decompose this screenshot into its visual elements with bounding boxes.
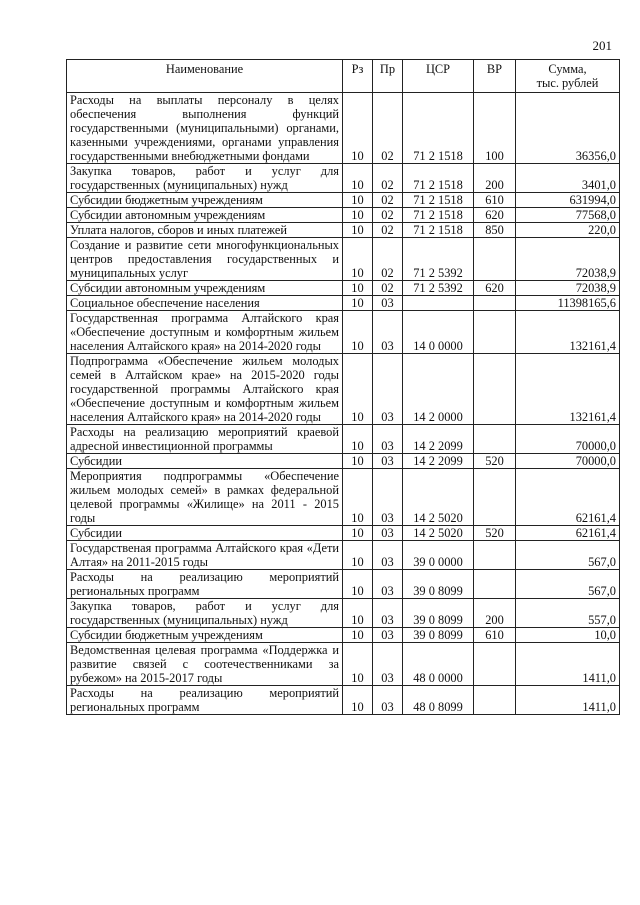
cell-sum: 10,0 [516,628,620,643]
header-sum-line1: Сумма, [548,62,587,76]
cell-name: Мероприятия подпрограммы «Обеспечение жильем молодых семей» в рамках федеральной целевой программы «Жилище» на 2011 - 2015 годы [67,469,343,526]
cell-csr: 71 2 5392 [403,238,474,281]
cell-pr: 03 [373,541,403,570]
cell-vr [474,570,516,599]
cell-vr [474,296,516,311]
cell-pr: 03 [373,311,403,354]
cell-sum: 567,0 [516,541,620,570]
cell-pr: 02 [373,93,403,164]
cell-name: Субсидии автономным учреждениям [67,208,343,223]
cell-pr: 02 [373,164,403,193]
cell-name: Подпрограмма «Обеспечение жильем молодых семей в Алтайском крае» на 2015-2020 годы государственной программы Алтайского края «Обеспечение доступным и комфортным жильем населения Алтайского края» на 2014-2020 годы [67,354,343,425]
table-row [67,628,620,643]
cell-pr: 02 [373,223,403,238]
cell-rz: 10 [343,628,373,643]
cell-sum: 70000,0 [516,425,620,454]
cell-sum: 70000,0 [516,454,620,469]
cell-rz: 10 [343,541,373,570]
header-csr: ЦСР [403,60,474,93]
table-row [67,223,620,238]
cell-name: Ведомственная целевая программа «Поддержка и развитие связей с соотечественниками за рубежом» на 2015-2017 годы [67,643,343,686]
cell-csr: 39 0 0000 [403,541,474,570]
cell-pr: 03 [373,643,403,686]
cell-csr: 39 0 8099 [403,599,474,628]
cell-csr: 39 0 8099 [403,628,474,643]
cell-sum: 62161,4 [516,526,620,541]
cell-name: Субсидии бюджетным учреждениям [67,628,343,643]
cell-sum: 72038,9 [516,281,620,296]
cell-csr: 14 2 5020 [403,469,474,526]
table-row [67,296,620,311]
cell-pr: 03 [373,526,403,541]
cell-pr: 03 [373,599,403,628]
cell-vr [474,311,516,354]
table-row [67,526,620,541]
table-row [67,570,620,599]
table-row [67,599,620,628]
cell-vr [474,643,516,686]
cell-csr: 71 2 1518 [403,93,474,164]
cell-csr: 71 2 1518 [403,193,474,208]
table-row [67,193,620,208]
cell-csr: 14 2 0000 [403,354,474,425]
cell-sum: 557,0 [516,599,620,628]
cell-csr [403,296,474,311]
cell-rz: 10 [343,425,373,454]
cell-sum: 36356,0 [516,93,620,164]
cell-name: Субсидии [67,454,343,469]
cell-sum: 631994,0 [516,193,620,208]
cell-pr: 02 [373,281,403,296]
header-pr: Пр [373,60,403,93]
table-row [67,164,620,193]
cell-name: Субсидии бюджетным учреждениям [67,193,343,208]
cell-name: Социальное обеспечение населения [67,296,343,311]
cell-rz: 10 [343,454,373,469]
cell-sum: 77568,0 [516,208,620,223]
cell-pr: 03 [373,425,403,454]
cell-vr: 610 [474,628,516,643]
cell-pr: 03 [373,354,403,425]
cell-pr: 02 [373,193,403,208]
table-row [67,311,620,354]
table-row [67,454,620,469]
table-row [67,281,620,296]
cell-vr [474,686,516,715]
cell-name: Расходы на реализацию мероприятий краевой адресной инвестиционной программы [67,425,343,454]
cell-vr: 520 [474,454,516,469]
table-row [67,643,620,686]
cell-sum: 1411,0 [516,686,620,715]
cell-name: Субсидии [67,526,343,541]
table-row [67,469,620,526]
cell-vr: 610 [474,193,516,208]
cell-csr: 14 2 2099 [403,454,474,469]
cell-rz: 10 [343,686,373,715]
cell-csr: 14 2 5020 [403,526,474,541]
cell-pr: 03 [373,454,403,469]
cell-vr: 620 [474,281,516,296]
cell-vr: 620 [474,208,516,223]
cell-rz: 10 [343,193,373,208]
cell-csr: 39 0 8099 [403,570,474,599]
header-rz: Рз [343,60,373,93]
cell-sum: 132161,4 [516,311,620,354]
cell-rz: 10 [343,526,373,541]
cell-name: Государственная программа Алтайского края «Обеспечение доступным и комфортным жильем населения Алтайского края» на 2014-2020 годы [67,311,343,354]
table-row [67,425,620,454]
cell-rz: 10 [343,311,373,354]
header-name: Наименование [67,60,343,93]
table-header [67,60,620,93]
cell-csr: 71 2 1518 [403,223,474,238]
cell-name: Создание и развитие сети многофункциональных центров предоставления государственных и муниципальных услуг [67,238,343,281]
table-row [67,686,620,715]
page-number: 201 [592,38,612,53]
cell-sum: 72038,9 [516,238,620,281]
table-row [67,354,620,425]
cell-rz: 10 [343,296,373,311]
cell-pr: 03 [373,686,403,715]
cell-sum: 220,0 [516,223,620,238]
cell-vr: 200 [474,599,516,628]
cell-vr: 200 [474,164,516,193]
cell-csr: 48 0 0000 [403,643,474,686]
cell-vr [474,238,516,281]
cell-sum: 567,0 [516,570,620,599]
cell-rz: 10 [343,643,373,686]
cell-name: Расходы на реализацию мероприятий региональных программ [67,686,343,715]
cell-csr: 14 2 2099 [403,425,474,454]
cell-sum: 3401,0 [516,164,620,193]
cell-rz: 10 [343,354,373,425]
cell-name: Субсидии автономным учреждениям [67,281,343,296]
cell-csr: 71 2 1518 [403,208,474,223]
cell-pr: 03 [373,628,403,643]
cell-name: Расходы на реализацию мероприятий региональных программ [67,570,343,599]
budget-table [66,59,620,715]
table-body [67,93,620,715]
cell-rz: 10 [343,164,373,193]
cell-name: Закупка товаров, работ и услуг для государственных (муниципальных) нужд [67,164,343,193]
header-sum [516,60,620,93]
cell-rz: 10 [343,570,373,599]
cell-pr: 02 [373,208,403,223]
table-row [67,208,620,223]
cell-rz: 10 [343,599,373,628]
cell-pr: 02 [373,238,403,281]
cell-rz: 10 [343,223,373,238]
cell-vr [474,354,516,425]
cell-sum: 132161,4 [516,354,620,425]
cell-rz: 10 [343,469,373,526]
cell-rz: 10 [343,238,373,281]
table-row [67,93,620,164]
cell-rz: 10 [343,208,373,223]
cell-vr [474,469,516,526]
cell-vr: 850 [474,223,516,238]
cell-csr: 48 0 8099 [403,686,474,715]
cell-vr: 100 [474,93,516,164]
table-row [67,541,620,570]
cell-sum: 62161,4 [516,469,620,526]
cell-vr [474,541,516,570]
header-vr: ВР [474,60,516,93]
header-sum-line2: тыс. рублей [536,76,599,90]
table-row [67,238,620,281]
cell-pr: 03 [373,469,403,526]
cell-name: Государственая программа Алтайского края «Дети Алтая» на 2011-2015 годы [67,541,343,570]
cell-vr [474,425,516,454]
cell-sum: 11398165,6 [516,296,620,311]
cell-name: Расходы на выплаты персоналу в целях обеспечения выполнения функций государственными (муниципальными) органами, казенными учреждениями, органами управления государственными внебюджетными фондами [67,93,343,164]
cell-name: Закупка товаров, работ и услуг для государственных (муниципальных) нужд [67,599,343,628]
cell-pr: 03 [373,570,403,599]
cell-csr: 71 2 5392 [403,281,474,296]
cell-rz: 10 [343,281,373,296]
cell-csr: 71 2 1518 [403,164,474,193]
cell-pr: 03 [373,296,403,311]
cell-vr: 520 [474,526,516,541]
cell-csr: 14 0 0000 [403,311,474,354]
cell-name: Уплата налогов, сборов и иных платежей [67,223,343,238]
cell-sum: 1411,0 [516,643,620,686]
cell-rz: 10 [343,93,373,164]
